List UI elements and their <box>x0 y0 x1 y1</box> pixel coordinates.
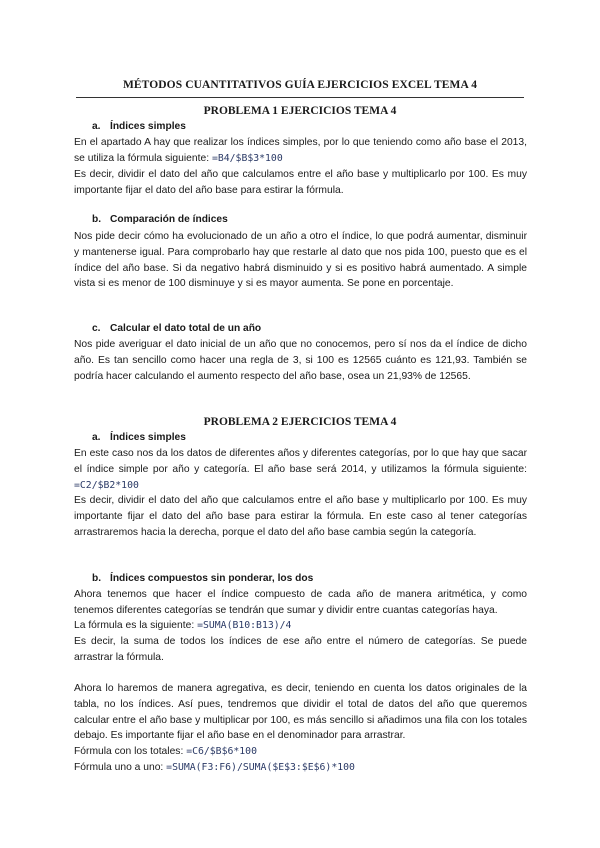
excel-formula: =B4/$B$3*100 <box>211 152 283 164</box>
document-title: MÉTODOS CUANTITATIVOS GUÍA EJERCICIOS EXCEL TEMA 4 <box>122 79 478 91</box>
problem-1-title: PROBLEMA 1 EJERCICIOS TEMA 4 <box>203 105 397 117</box>
problem-2-section-a-paragraph-2: Es decir, dividir el dato del año que calculamos entre el año base y multiplicarlo por 100. Es muy importante fijar el dato del año base para estirar la fórmula. En este caso al tener categorías arrastraremos hacia la derecha, porque el dato del año base cambia según la categoría. <box>74 495 527 538</box>
problem-1-section-b-paragraph: Nos pide decir cómo ha evolucionado de un año a otro el índice, lo que podrá aumentar, disminuir y mantenerse igual. Para comprobarlo hay que restarle al dato que nos pida 100, puesto que es el índice del año base. Si da negativo habrá disminuido y si es positivo habrá aumentado. A simple vista si es menor de 100 disminuye y si es mayor aumenta. Se pone en porcentaje. <box>74 231 527 290</box>
problem-1-section-c-paragraph: Nos pide averiguar el dato inicial de un año que no conocemos, pero sí nos da el índice de dicho año. Es tan sencillo como hacer una regla de 3, si 100 es 12565 cuánto es 121,93. También se podría hacer calculando el aumento respecto del año base, osea un 21,93% de 12565. <box>74 339 527 382</box>
excel-formula: =C6/$B$6*100 <box>186 746 257 757</box>
section-heading-text: Índices simples <box>110 121 186 132</box>
problem-1-section-a-paragraph-2: Es decir, dividir el dato del año que calculamos entre el año base y multiplicarlo por 100. Es muy importante fijar el dato del año base para estirar la fórmula. <box>74 169 527 196</box>
problem-1-section-b-heading <box>92 214 228 225</box>
paragraph-text: En el apartado A hay que realizar los índices simples, por lo que teniendo como año base el 2013, se utiliza la fórmula siguiente: <box>74 137 527 164</box>
formula-label: Fórmula uno a uno: <box>74 762 164 773</box>
problem-2-section-b-paragraph-2: Es decir, la suma de todos los índices de ese año entre el número de categorías. Se puede arrastrar la fórmula. <box>74 636 527 663</box>
title-divider <box>76 97 524 98</box>
problem-2-section-b-formula-line <box>74 618 527 634</box>
excel-formula: =SUMA(F3:F6)/SUMA($E$3:$E$6)*100 <box>166 762 355 773</box>
section-heading-text: Índices compuestos sin ponderar, los dos <box>110 573 314 584</box>
formula-uno-a-uno-line <box>74 760 527 776</box>
formula-label: Fórmula con los totales: <box>74 746 184 757</box>
problem-1-section-a-heading <box>92 121 186 132</box>
section-heading-text: Calcular el dato total de un año <box>110 323 262 334</box>
problem-2-section-b-paragraph-1: Ahora tenemos que hacer el índice compuesto de cada año de manera aritmética, y como tenemos diferentes categorías se tendrán que sumar y dividir entre cuantas categorías haya. <box>74 589 527 616</box>
excel-formula: =C2/$B2*100 <box>74 479 139 491</box>
excel-formula: =SUMA(B10:B13)/4 <box>197 620 292 631</box>
paragraph-text: La fórmula es la siguiente: <box>74 620 195 631</box>
problem-1-section-c-heading <box>92 323 261 334</box>
section-letter: b. <box>92 214 102 225</box>
section-letter: c. <box>92 323 101 334</box>
paragraph-text: En este caso nos da los datos de diferentes años y diferentes categorías, por lo que hay que sacar el índice simple por año y categoría. El año base será 2014, y utilizamos la fórmula siguiente: <box>74 448 527 475</box>
problem-1-section-a-paragraph-1 <box>74 135 527 167</box>
problem-2-section-b-paragraph-3: Ahora lo haremos de manera agregativa, es decir, teniendo en cuenta los datos originales de la tabla, no los índices. Así pues, tendremos que dividir el total de datos del año que queremos calcular entre el año base y multiplicar por 100, es más sencillo si añadimos una fila con los totales debajo. Es importante fijar el año base en el denominador para arrastrar. <box>74 683 527 742</box>
formula-totales-line <box>74 744 527 760</box>
section-letter: b. <box>92 573 102 584</box>
problem-2-section-a-heading <box>92 432 186 443</box>
section-heading-text: Índices simples <box>110 432 186 443</box>
problem-2-section-a-paragraph-1 <box>74 446 527 493</box>
section-letter: a. <box>92 121 101 132</box>
problem-2-section-b-heading <box>92 573 313 584</box>
problem-2-title: PROBLEMA 2 EJERCICIOS TEMA 4 <box>203 416 397 428</box>
section-letter: a. <box>92 432 101 443</box>
section-heading-text: Comparación de índices <box>110 214 228 225</box>
